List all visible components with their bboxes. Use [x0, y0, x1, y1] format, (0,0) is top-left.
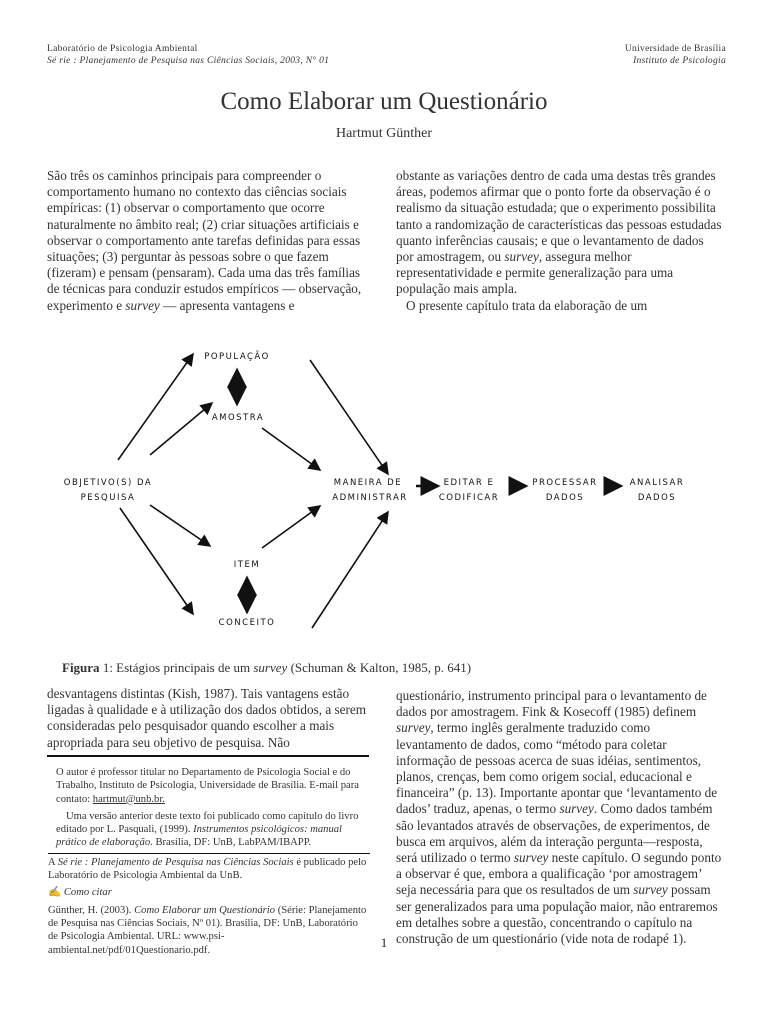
column-1-bottom — [47, 686, 369, 751]
header-lab: Laboratório de Psicologia Ambiental — [47, 44, 198, 54]
node-editar: EDITAR E — [443, 478, 495, 488]
column-2-bottom — [396, 688, 722, 947]
arrow — [120, 508, 193, 614]
paragraph-text: questionário, instrumento principal para o levantamento de dados por amostragem. Fink & Kosecoff (1985) definem — [396, 688, 707, 720]
italic-title: Instrumentos psicológicos: manual prático de elaboração. — [56, 824, 343, 849]
italic-term: survey — [504, 249, 539, 265]
arrow — [262, 428, 320, 470]
footnote-text: é publicado pelo Laboratório de Psicologia Ambiental da UnB. — [48, 856, 367, 882]
italic-term: survey — [253, 660, 288, 675]
node-conceito: CONCEITO — [218, 618, 276, 628]
arrow — [150, 505, 210, 546]
footnote-divider — [47, 755, 369, 757]
paragraph-text: . Como dados também são levantados através de observações, de experimentos, de busca em arquivos, além da interação pergunta—resposta, será utilizado o termo — [396, 801, 713, 866]
paragraph-text: desvantagens distintas (Kish, 1987). Tais vantagens estão ligadas à qualidade e à utilização dos dados obtidos, a serem consideradas pelo pesquisador quando escolher a mais apropriada para seu objetivo de pesquisa. Não — [47, 686, 366, 750]
footnote — [48, 766, 370, 957]
author: Hartmut Günther — [335, 126, 433, 141]
email-link[interactable]: hartmut@unb.br. — [92, 793, 165, 805]
footnote-text: (Série: Planejamento de Pesquisa nas Ciências Sociais, Nº 01). Brasília, DF: UnB, Laboratório de Psicologia Ambiental. URL: www.psi-ambiental.net/pdf/01Questionario.pdf. — [48, 904, 367, 956]
node-maneira: MANEIRA DE — [333, 478, 403, 488]
arrow — [312, 512, 388, 628]
page-title: Como Elaborar um Questionário — [220, 88, 548, 115]
paragraph-text: possam ser generalizados para uma população maior, não entraremos em detalhes sobre a questão, concentrando o capítulo na construção de um questionário (vide nota de rodapé 1). — [396, 882, 718, 947]
node-objetivo: OBJETIVO(S) DA — [63, 478, 153, 488]
paragraph-text: — apresenta vantagens e — [163, 297, 295, 313]
page-number: 1 — [380, 935, 388, 950]
node-amostra: AMOSTRA — [211, 413, 265, 423]
italic-title: Como Elaborar um Questionário — [134, 904, 276, 916]
figure-caption — [62, 660, 471, 676]
header-university: Universidade de Brasília — [624, 44, 726, 54]
caption-label: Figura — [62, 660, 100, 675]
pointing-hand-icon: ✍ — [48, 887, 62, 899]
node-analisar: DADOS — [637, 493, 677, 503]
italic-title: Sé rie : Planejamento de Pesquisa nas Ciências Sociais — [57, 856, 294, 868]
paragraph-text: , assegura melhor representatividade e permite generalização para uma população mais ampla. — [396, 249, 674, 297]
header-institute: Instituto de Psicologia — [633, 56, 726, 66]
header-series: Sé rie : Planejamento de Pesquisa nas Ciências Sociais, 2003, N° 01 — [47, 56, 330, 66]
cite-label: Como citar — [63, 887, 112, 899]
node-analisar: ANALISAR — [629, 478, 685, 488]
paragraph-text: , termo inglês geralmente traduzido como levantamento de dados, como “método para coletar informação de pessoas acerca de suas idéias, sentimentos, planos, crenças, bem como origem social, educacional e financeira” (p. 13). Importante apontar que ‘levantamento de dados’ traduz, apenas, o termo — [396, 720, 718, 817]
italic-term: survey — [633, 882, 668, 898]
paragraph-text: neste capítulo. O segundo ponto a observar é que, embora a qualificação ‘por amostragem’ seja necessária para que os resultados de um — [396, 850, 722, 898]
italic-term: survey — [513, 850, 549, 866]
node-processar: PROCESSAR — [532, 478, 598, 488]
node-processar: DADOS — [545, 493, 585, 503]
paragraph-text: O presente capítulo trata da elaboração de um — [406, 297, 648, 313]
caption-text: 1: Estágios principais de um — [99, 660, 254, 675]
node-populacao: POPULAÇÃO — [204, 352, 270, 362]
arrow — [310, 360, 388, 474]
caption-text: (Schuman & Kalton, 1985, p. 641) — [287, 660, 472, 675]
arrow — [150, 403, 212, 455]
footnote-text: O autor é professor titular no Departamento de Psicologia Social e do Trabalho, Instituto de Psicologia, Universidade de Brasília. E-mail para contato: — [56, 767, 359, 805]
arrow — [118, 354, 193, 460]
node-item: ITEM — [233, 560, 261, 570]
italic-term: survey — [125, 297, 160, 313]
node-maneira: ADMINISTRAR — [332, 493, 408, 503]
footnote-text: Uma versão anterior deste texto foi publicado como capítulo do livro editado por L. Pasquali, (1999). — [56, 810, 359, 836]
node-editar: CODIFICAR — [438, 493, 500, 503]
footnote-divider — [48, 853, 370, 854]
footnote-text: Brasília, DF: UnB, LabPAM/IBAPP. — [152, 837, 312, 849]
footnote-text: A — [48, 856, 58, 868]
italic-term: survey — [396, 720, 431, 736]
italic-term: survey — [559, 801, 594, 817]
arrow — [262, 506, 320, 548]
paragraph-text: obstante as variações dentro de cada uma destas três grandes áreas, podemos afirmar que o ponto forte da observação é o realismo da situação estudada; que o experimento possibilita tanto a randomização de características das pessoas estudadas quanto inferências causais; e que o levantamento de dados por amostragem, ou — [396, 168, 722, 265]
paragraph-text: São três os caminhos principais para compreender o comportamento humano no contexto das ciências sociais empíricas: (1) observar o comportamento que ocorre naturalmente no âmbito real; (2) criar situações artificiais e observar o comportamento ante tarefas definidas para essas situações; (3) perguntar às pessoas sobre o que fazem (fizeram) e pensam (pensaram). Cada uma das três famílias de técnicas para conduzir estudos empíricos — observação, experimento e — [47, 168, 362, 313]
footnote-text: Günther, H. (2003). — [48, 904, 135, 916]
node-objetivo: PESQUISA — [80, 493, 136, 503]
